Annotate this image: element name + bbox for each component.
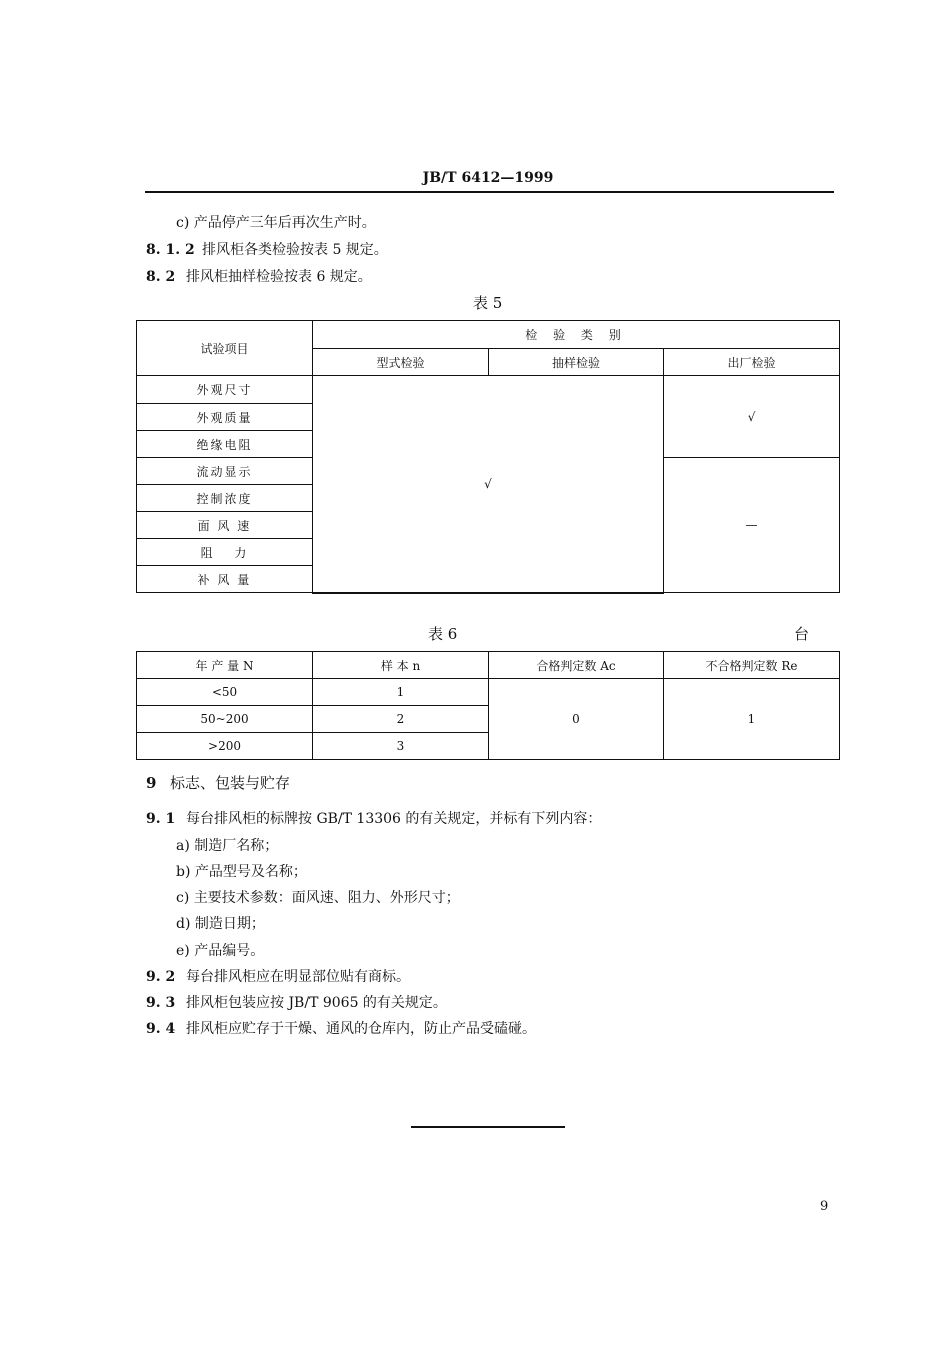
clause-text: 排风柜应贮存于干燥、通风的仓库内，防止产品受磕碰。 [186, 1021, 536, 1037]
clause-text: 每台排风柜的标牌按 GB/T 13306 的有关规定，并标有下列内容： [186, 811, 602, 827]
clause-number: 9. 3 [146, 995, 176, 1011]
clause-number: 8. 1. 2 [146, 242, 195, 258]
accept-value: 0 [489, 679, 664, 760]
header-accept-number: 合格判定数 Ac [489, 652, 664, 679]
table6-caption: 表 6 [428, 625, 458, 643]
clause-9-1 [146, 808, 601, 828]
table-6 [136, 651, 840, 760]
clause-text: 排风柜各类检验按表 5 规定。 [202, 242, 388, 258]
section-9-heading [146, 772, 290, 793]
table-row-range: >200 [137, 733, 313, 760]
clause-number: 9. 2 [146, 969, 176, 985]
table-row-item: 阻 力 [137, 539, 313, 566]
table-row-item: 控制浓度 [137, 485, 313, 512]
table-row-item: 面 风 速 [137, 512, 313, 539]
clause-number: 8. 2 [146, 269, 176, 285]
check-type-sample: √ [313, 376, 664, 593]
table-row-n: 2 [313, 706, 489, 733]
table-row-item: 绝缘电阻 [137, 431, 313, 458]
section-title: 标志、包装与贮存 [170, 774, 291, 792]
clause-number: 9. 1 [146, 811, 176, 827]
table5-caption: 表 5 [473, 294, 503, 312]
clause-number: 9. 4 [146, 1021, 176, 1037]
table-row-item: 补 风 量 [137, 566, 313, 593]
table-row-item: 流动显示 [137, 458, 313, 485]
page-number: 9 [820, 1199, 829, 1214]
item-header: 试验项目 [137, 321, 313, 376]
col-type-test: 型式检验 [313, 349, 489, 376]
col-sample-test: 抽样检验 [489, 349, 664, 376]
list-item: c) 主要技术参数：面风速、阻力、外形尺寸； [176, 890, 460, 906]
table-row-item: 外观尺寸 [137, 376, 313, 404]
list-item-c: c) 产品停产三年后再次生产时。 [176, 215, 376, 231]
standard-number: JB/T 6412—1999 [422, 170, 554, 186]
dash-factory: — [664, 458, 840, 593]
table-row-n: 3 [313, 733, 489, 760]
header-sample-size: 样 本 n [313, 652, 489, 679]
clause-text: 排风柜包装应按 JB/T 9065 的有关规定。 [186, 995, 447, 1011]
reject-value: 1 [664, 679, 840, 760]
header-rule [145, 191, 834, 193]
section-number: 9 [146, 774, 157, 792]
table-row-range: <50 [137, 679, 313, 706]
table6-unit: 台 [794, 625, 810, 643]
clause-text: 每台排风柜应在明显部位贴有商标。 [186, 969, 410, 985]
list-item: b) 产品型号及名称； [176, 864, 307, 880]
end-rule [411, 1126, 565, 1128]
clause-9-3 [146, 992, 447, 1012]
group-header: 检 验 类 别 [313, 321, 840, 349]
list-item: d) 制造日期； [176, 916, 265, 932]
col-factory-test: 出厂检验 [664, 349, 840, 376]
table-row-range: 50~200 [137, 706, 313, 733]
clause-8-2 [146, 266, 372, 286]
check-factory: √ [664, 376, 840, 458]
table-row-item: 外观质量 [137, 404, 313, 431]
clause-9-4 [146, 1018, 536, 1038]
clause-text: 排风柜抽样检验按表 6 规定。 [186, 269, 372, 285]
clause-9-2 [146, 966, 410, 986]
clause-8-1-2 [146, 239, 388, 259]
table-row-n: 1 [313, 679, 489, 706]
header-annual-output: 年 产 量 N [137, 652, 313, 679]
header-reject-number: 不合格判定数 Re [664, 652, 840, 679]
list-item: e) 产品编号。 [176, 943, 265, 959]
list-item: a) 制造厂名称； [176, 838, 279, 854]
table-5 [136, 320, 840, 594]
